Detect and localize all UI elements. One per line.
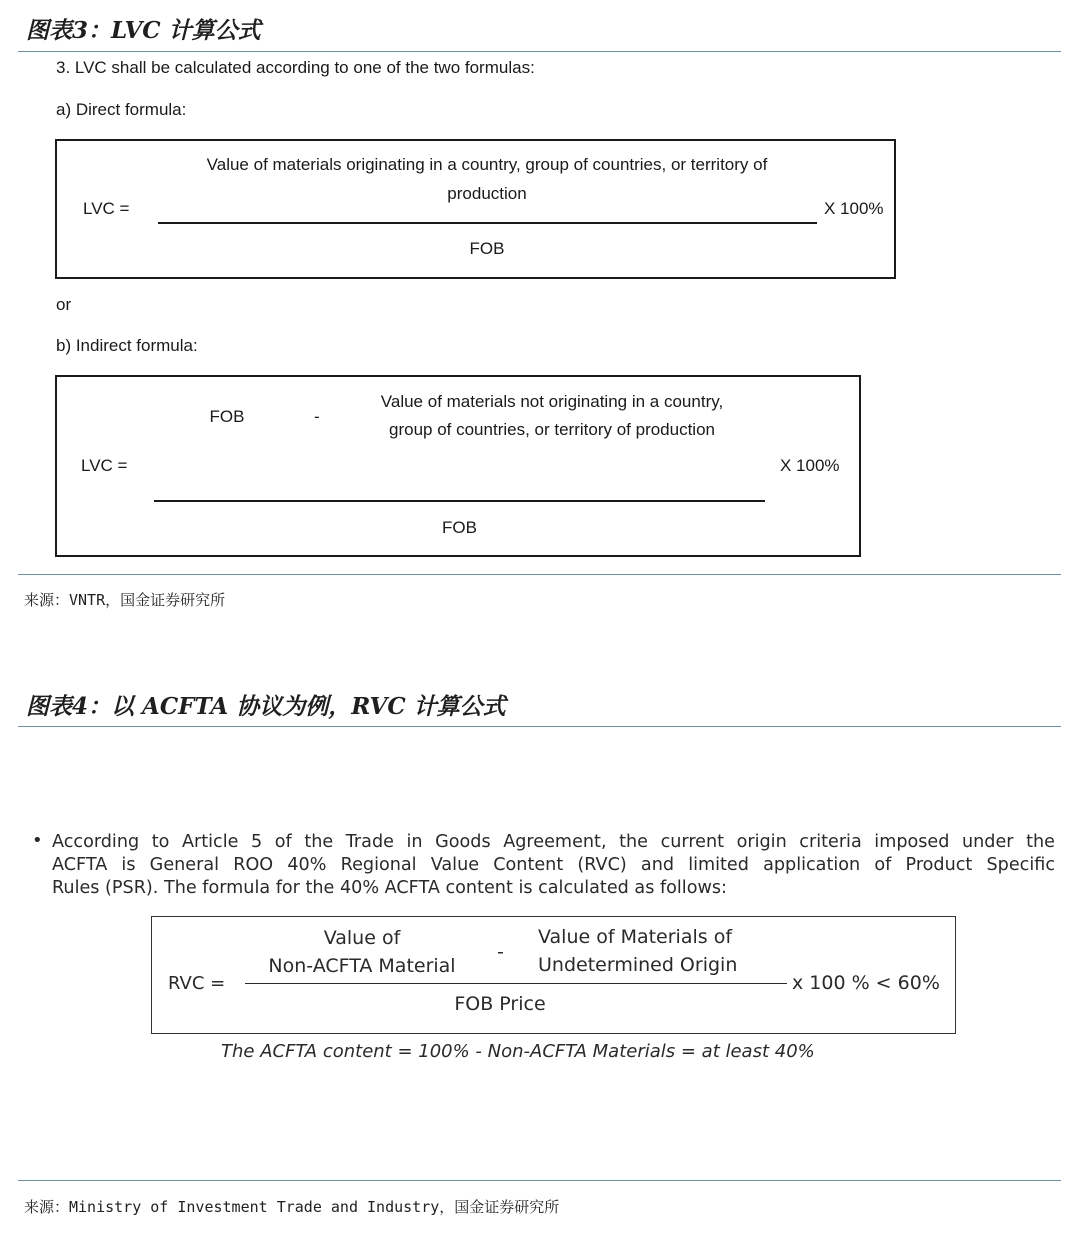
paragraph-line-3: Rules (PSR). The formula for the 40% ACFTA content is calculated as follows: bbox=[52, 878, 727, 898]
figure3-source: 来源：VNTR，国金证券研究所 bbox=[24, 591, 226, 609]
figure4-title: 图表4：以 ACFTA 协议为例，RVC 计算公式 bbox=[26, 693, 506, 720]
rvc-term1-line2: Non-ACFTA Material bbox=[268, 955, 456, 977]
indirect-formula-label: b) Indirect formula: bbox=[56, 336, 198, 355]
figure4-source: 来源：Ministry of Investment Trade and Industry，国金证券研究所 bbox=[24, 1198, 560, 1216]
direct-denominator: FOB bbox=[469, 239, 505, 258]
indirect-term-line1: Value of materials not originating in a country, bbox=[380, 392, 724, 411]
indirect-fraction-bar bbox=[154, 500, 765, 502]
figure4-paragraph bbox=[52, 831, 1055, 900]
rvc-lhs: RVC = bbox=[168, 973, 226, 994]
rvc-formula-box bbox=[151, 916, 956, 1034]
figure4-bottom-rule bbox=[18, 1180, 1061, 1181]
rvc-fraction-bar bbox=[245, 983, 787, 984]
paragraph-line-2: ACFTA is General ROO 40% Regional Value Content (RVC) and limited application of Product Specific bbox=[52, 855, 1055, 875]
indirect-lhs: LVC = bbox=[81, 456, 128, 475]
indirect-multiplier: X 100% bbox=[780, 456, 840, 475]
indirect-denominator: FOB bbox=[442, 518, 477, 537]
bullet-marker: • bbox=[32, 830, 43, 851]
indirect-minus: - bbox=[314, 407, 320, 426]
direct-lhs: LVC = bbox=[83, 199, 130, 218]
direct-numerator-line1: Value of materials originating in a country, group of countries, or territory of bbox=[206, 155, 768, 174]
direct-formula-label: a) Direct formula: bbox=[56, 100, 187, 119]
or-text: or bbox=[56, 295, 72, 314]
figure4-title-rule bbox=[18, 726, 1061, 727]
rvc-term1-line1: Value of bbox=[323, 927, 401, 949]
indirect-fob: FOB bbox=[209, 407, 245, 426]
rvc-multiplier: x 100 % < 60% bbox=[792, 972, 940, 994]
rvc-minus: - bbox=[497, 941, 504, 963]
paragraph-line-1: According to Article 5 of the Trade in Goods Agreement, the current origin criteria imposed under the bbox=[52, 832, 1055, 852]
figure3-title-rule bbox=[18, 51, 1061, 52]
acfta-content-note: The ACFTA content = 100% - Non-ACFTA Materials = at least 40% bbox=[221, 1041, 815, 1062]
direct-multiplier: X 100% bbox=[824, 199, 884, 218]
figure3-intro: 3. LVC shall be calculated according to one of the two formulas: bbox=[56, 58, 535, 77]
rvc-denominator: FOB Price bbox=[454, 993, 546, 1015]
figure3-title: 图表3：LVC 计算公式 bbox=[26, 17, 261, 44]
indirect-formula-box bbox=[55, 375, 861, 557]
indirect-term-line2: group of countries, or territory of production bbox=[389, 420, 715, 439]
figure3-bottom-rule bbox=[18, 574, 1061, 575]
direct-formula-box bbox=[55, 139, 896, 279]
rvc-term2-line2: Undetermined Origin bbox=[538, 954, 738, 976]
rvc-term2-line1: Value of Materials of bbox=[538, 926, 733, 948]
direct-numerator-line2: production bbox=[447, 184, 527, 203]
direct-fraction-bar bbox=[158, 222, 817, 224]
